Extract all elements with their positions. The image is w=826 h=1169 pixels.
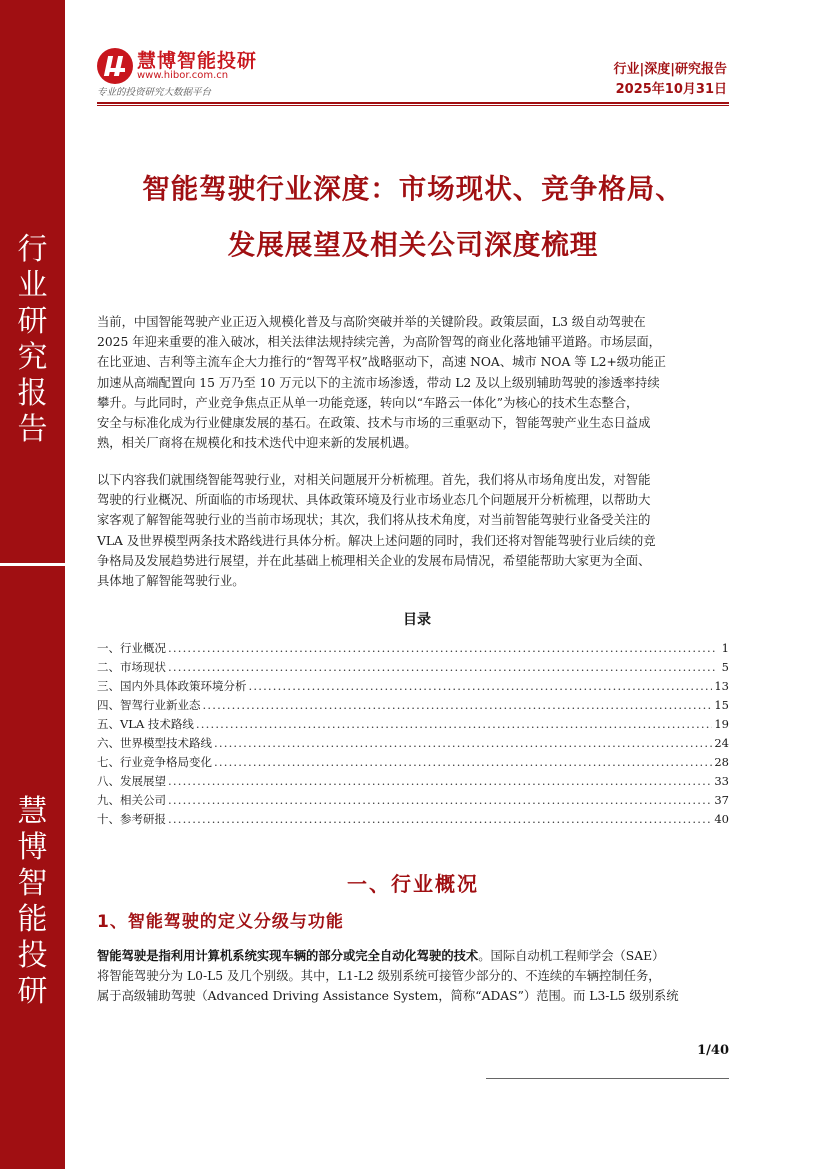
brand-logo xyxy=(97,44,267,104)
report-title-line1: 智能驾驶行业深度：市场现状、竞争格局、 xyxy=(142,173,684,205)
toc-item[interactable]: 三、国内外具体政策环境分析 ..... 13 xyxy=(97,678,729,697)
report-type: 行业|深度|研究报告 xyxy=(613,62,727,77)
toc-item[interactable]: 一、行业概况 ..... 1 xyxy=(97,640,729,659)
logo-url: www.hibor.com.cn xyxy=(137,70,229,81)
hibor-logo-icon xyxy=(97,48,133,84)
toc-item[interactable]: 二、市场现状 ..... 5 xyxy=(97,659,729,678)
section-title: 一、行业概况 xyxy=(347,872,479,896)
section-paragraph: 智能驾驶是指利用计算机系统实现车辆的部分或完全自动化驾驶的技术。国际自动机工程师学会（SAE） 将智能驾驶分为 L0-L5 及几个别级。其中，L1-L2 级别系统可接管少部分的、不连续的车辆控制任务， 属于高级辅助驾驶（Advanced Driving Assistance System，简称“ADAS”）范围。而 L3-L5 级别系统 xyxy=(97,949,679,1004)
intro-paragraph-1: 当前，中国智能驾驶产业正迈入规模化普及与高阶突破并举的关键阶段。政策层面，L3 级自动驾驶在 2025 年迎来重要的准入破冰，相关法律法规持续完善，为高阶智驾的商业化落地铺平道路。市场层面， 在比亚迪、吉利等主流车企大力推行的“智驾平权”战略驱动下，高速 NOA、城市 NOA 等 L2+级功能正 加速从高端配置向 15 万乃至 10 万元以下的主流市场渗透，带动 L2 及以上级别辅助驾驶的渗透率持续 攀升。与此同时，产业竞争焦点正从单一功能竞逐，转向以“车路云一体化”为核心的技术生态整合， 安全与标准化成为行业健康发展的基石。在政策、技术与市场的三重驱动下，智能驾驶产业生态日益成 熟，相关厂商将在规模化和技术迭代中迎来新的发展机遇。 xyxy=(97,315,666,451)
intro-paragraph-2: 以下内容我们就围绕智能驾驶行业，对相关问题展开分析梳理。首先，我们将从市场角度出发，对智能 驾驶的行业概况、所面临的市场现状、具体政策环境及行业市场业态几个问题展开分析梳理，以帮助大 家客观了解智能驾驶行业的当前市场现状；其次，我们将从技术角度，对当前智能驾驶行业备受关注的 VLA 及世界模型两条技术路线进行具体分析。解决上述问题的同时，我们还将对智能驾驶行业后续的竞 争格局及发展趋势进行展望，并在此基础上梳理相关企业的发展布局情况，希望能帮助大家更为全面、 具体地了解智能驾驶行业。 xyxy=(97,473,656,589)
toc-item[interactable]: 四、智驾行业新业态 ..... 15 xyxy=(97,697,729,716)
toc-item[interactable]: 十、参考研报 ..... 40 xyxy=(97,811,729,830)
toc-item[interactable]: 七、行业竞争格局变化 ..... 28 xyxy=(97,754,729,773)
header-rule xyxy=(97,102,729,104)
report-date: 2025年10月31日 xyxy=(615,82,727,97)
footer-rule xyxy=(486,1078,729,1079)
report-title-line2: 发展展望及相关公司深度梳理 xyxy=(227,229,599,261)
logo-name: 慧博智能投研 xyxy=(137,50,258,72)
key-definition: 智能驾驶是指利用计算机系统实现车辆的部分或完全自动化驾驶的技术 xyxy=(97,949,479,963)
report-header-meta xyxy=(614,60,728,100)
toc-item[interactable]: 六、世界模型技术路线 ..... 24 xyxy=(97,735,729,754)
sidebar-label-brand: 慧 博 智 能 投 研 xyxy=(17,794,48,1009)
header-rule-thin xyxy=(97,105,729,106)
toc-item[interactable]: 八、发展展望 ..... 33 xyxy=(97,773,729,792)
sidebar xyxy=(0,0,65,1169)
logo-slogan: 专业的投资研究大数据平台 xyxy=(97,87,212,98)
toc-title: 目录 xyxy=(403,612,431,628)
table-of-contents xyxy=(97,640,729,830)
toc-item[interactable]: 九、相关公司 ..... 37 xyxy=(97,792,729,811)
toc-item[interactable]: 五、VLA 技术路线 ..... 19 xyxy=(97,716,729,735)
subsection-title: 1、智能驾驶的定义分级与功能 xyxy=(97,912,344,932)
page-number: 1/40 xyxy=(697,1043,729,1058)
sidebar-label-industry-research-report: 行 业 研 究 报 告 xyxy=(17,232,48,447)
sidebar-divider xyxy=(0,563,65,566)
